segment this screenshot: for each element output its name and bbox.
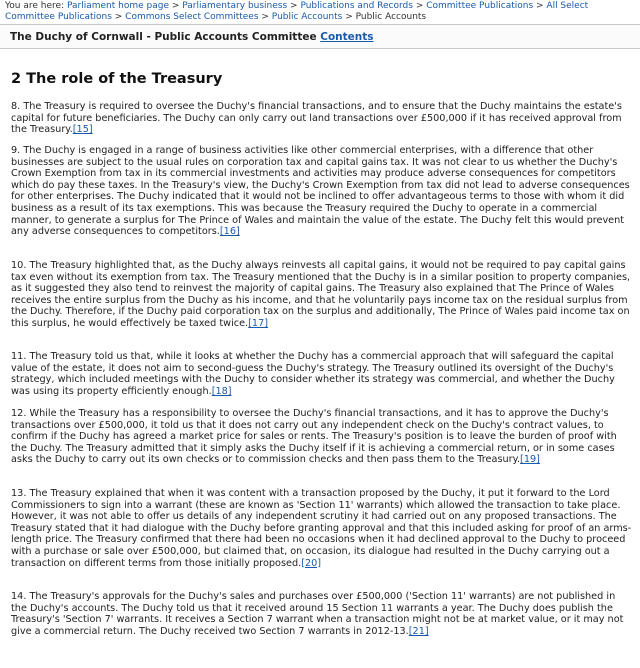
- paragraph-10: [11, 260, 633, 330]
- breadcrumb-separator: >: [168, 1, 183, 11]
- footnote-link-17[interactable]: [17]: [248, 317, 269, 329]
- breadcrumb-link-commons-select-committees[interactable]: Commons Select Committees: [125, 12, 259, 22]
- paragraph-13: [11, 488, 633, 569]
- paragraph-text: 13. The Treasury explained that when it was content with a transaction proposed by the Duchy, it put it forward to the Lord Commissioners to sign into a warrant (these are known as 'Section 11' warrants) which allowed the transaction to take place. However, it was not able to offer us details of any independent scrutiny it had carried out on any proposed transactions. The Treasury stated that it had dialogue with the Duchy before granting approval and that this included asking for proof of an arms-length price. The Treasury confirmed that there had been no occasions when it had declined approval to the Duchy to proceed with a purchase or sale over £500,000, but claimed that, on occasion, its dialogue had resulted in the Duchy carrying out a transaction on different terms from those initially proposed.: [11, 488, 632, 569]
- paragraph-8: [11, 101, 633, 136]
- report-header-bar: [0, 24, 640, 49]
- breadcrumb-link-committee-publications[interactable]: Committee Publications: [426, 1, 534, 11]
- breadcrumb-link-parliamentary-business[interactable]: Parliamentary business: [182, 1, 288, 11]
- breadcrumb-link-parliament-home[interactable]: Parliament home page: [66, 1, 169, 11]
- footnote-link-15[interactable]: [15]: [72, 124, 93, 136]
- footnote-link-16[interactable]: [16]: [219, 226, 240, 238]
- breadcrumb-separator: >: [111, 12, 126, 22]
- report-title: [10, 31, 374, 43]
- paragraph-12: [11, 408, 633, 466]
- paragraph-text: 12. While the Treasury has a responsibility to oversee the Duchy's financial transactions, and it has to approve the Duchy's transactions over £500,000, it told us that it does not carry out any independent check on the Duchy's contract values, to confirm if the Duchy has agreed a market price for sales or rents. The Treasury's position is to leave the burden of proof with the Duchy. The Treasury admitted that it simply asks the Duchy itself if it is achieving a commercial return, or in some cases asks the Duchy to carry out its own checks or to commission checks and then pass them to the Treasury.: [11, 408, 617, 466]
- breadcrumb-link-public-accounts[interactable]: Public Accounts: [271, 12, 343, 22]
- paragraph-11: [11, 351, 633, 397]
- section-heading: 2 The role of the Treasury: [11, 71, 223, 87]
- breadcrumb-separator: >: [258, 12, 272, 22]
- breadcrumb-separator: >: [412, 1, 427, 11]
- breadcrumb-separator: >: [287, 1, 301, 11]
- paragraph-9: [11, 145, 633, 238]
- paragraph-text: 14. The Treasury's approvals for the Duchy's sales and purchases over £500,000 ('Section 11' warrants) are not published in the Duchy's accounts. The Duchy told us that it received around 15 Section 11 warrants a year. The Duchy does publish the Treasury's 'Section 7' warrants. It receives a Section 7 warrant when a transaction might not be at market value, or it may not give a commercial return. The Duchy received two Section 7 warrants in 2012-13.: [11, 591, 624, 637]
- contents-link[interactable]: Contents: [320, 31, 374, 43]
- report-title-text: The Duchy of Cornwall - Public Accounts Committee: [10, 31, 321, 43]
- breadcrumb-prefix: You are here:: [5, 1, 67, 11]
- breadcrumb-separator: >: [342, 12, 356, 22]
- breadcrumb-link-all-select-committee-publications[interactable]: All Select Committee Publications: [5, 1, 589, 22]
- paragraph-text: 9. The Duchy is engaged in a range of business activities like other commercial enterprises, with a difference that other businesses are subject to the usual rules on corporation tax and capital gains tax. It was not clear to us whether the Duchy's Crown Exemption from tax in its commercial investments and activities may produce adverse consequences for competitors which do pay these taxes. In the Treasury's view, the Duchy's Crown Exemption from tax did not lead to adverse consequences for other enterprises. The Duchy indicated that it would not be inclined to offer advantageous terms to those with whom it did business as a result of its tax exemptions. This was because the Treasury required the Duchy to operate in a commercial manner, to generate a surplus for The Prince of Wales and maintain the value of the estate. The Duchy felt this would prevent any adverse consequences to competitors.: [11, 145, 630, 238]
- paragraph-text: 11. The Treasury told us that, while it looks at whether the Duchy has a commercial approach that will safeguard the capital value of the estate, it does not aim to second-guess the Duchy's strategy. The Treasury outlined its oversight of the Duchy's strategy, which included meetings with the Duchy to consider whether its strategy was commercial, and whether the Duchy was using its property efficiently enough.: [11, 351, 615, 397]
- footnote-link-20[interactable]: [20]: [301, 557, 322, 569]
- breadcrumb-separator: >: [533, 1, 547, 11]
- breadcrumb-link-publications-records[interactable]: Publications and Records: [300, 1, 413, 11]
- footnote-link-18[interactable]: [18]: [211, 385, 232, 397]
- paragraph-text: 10. The Treasury highlighted that, as the Duchy always reinvests all capital gains, it would not be required to pay capital gains tax even without its exemption from tax. The Treasury mentioned that the Duchy is in a similar position to property companies, as it suggested they also tend to reinvest the majority of capital gains. The Treasury also explained that The Prince of Wales receives the entire surplus from the Duchy as his income, and that he voluntarily pays income tax on the residual surplus from the Duchy. Therefore, if the Duchy paid corporation tax on the surplus and additionally, The Prince of Wales paid income tax on this surplus, he would effectively be taxed twice.: [11, 260, 631, 329]
- footnote-link-21[interactable]: [21]: [408, 625, 429, 637]
- breadcrumb-current-page: Public Accounts: [355, 12, 427, 22]
- paragraph-14: [11, 591, 633, 637]
- footnote-link-19[interactable]: [19]: [520, 454, 540, 466]
- paragraph-text: 8. The Treasury is required to oversee the Duchy's financial transactions, and to ensure that the Duchy maintains the estate's capital for future beneficiaries. The Duchy can only carry out land transactions over £500,000 if it has received approval from the Treasury.: [11, 101, 622, 136]
- breadcrumb: [5, 1, 639, 23]
